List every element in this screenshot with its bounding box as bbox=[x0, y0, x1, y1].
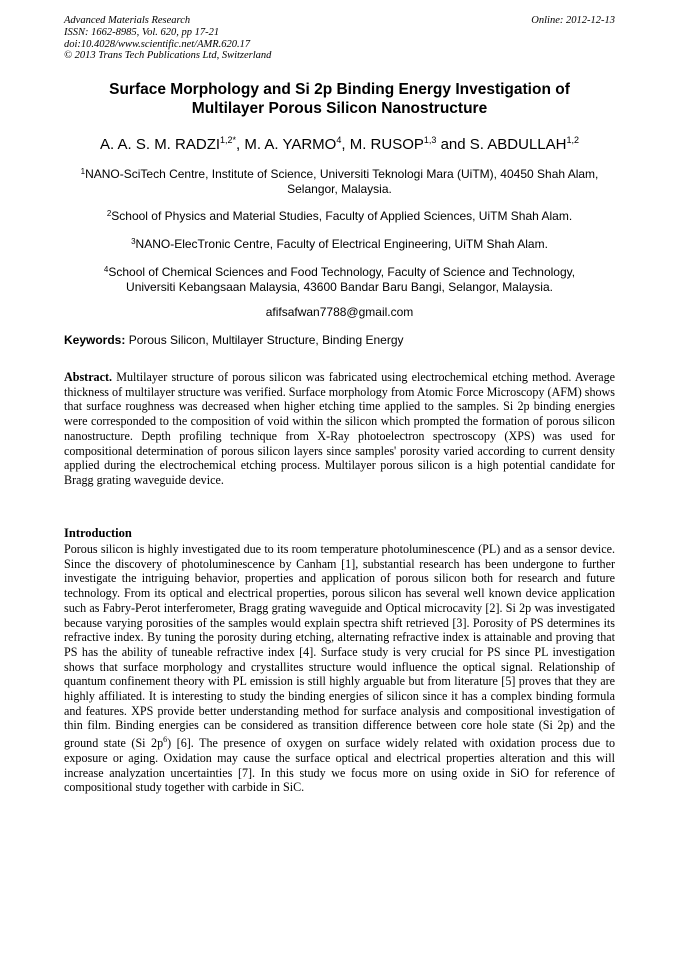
affiliation-text: Selangor, Malaysia. bbox=[287, 182, 392, 196]
affiliation-text: NANO-SciTech Centre, Institute of Science, Universiti Teknologi Mara (UiTM), 40450 Shah Alam, bbox=[85, 167, 599, 181]
abstract bbox=[64, 370, 615, 488]
copyright-line: © 2013 Trans Tech Publications Ltd, Switzerland bbox=[64, 50, 272, 62]
author-4-affil: 1,2 bbox=[566, 135, 579, 145]
affiliation-number: 2 bbox=[106, 209, 112, 218]
affiliation-4 bbox=[64, 262, 615, 295]
title-line-1: Surface Morphology and Si 2p Binding Energy Investigation of bbox=[109, 81, 570, 98]
journal-name: Advanced Materials Research bbox=[64, 15, 191, 26]
doi-line: doi:10.4028/www.scientific.net/AMR.620.17 bbox=[64, 38, 251, 50]
title-line-2: Multilayer Porous Silicon Nanostructure bbox=[191, 100, 488, 117]
affiliation-text: NANO-ElecTronic Centre, Faculty of Electrical Engineering, UiTM Shah Alam. bbox=[135, 237, 548, 251]
author-1: A. A. S. M. RADZI bbox=[100, 136, 221, 153]
intro-text-2: ) [6]. The presence of oxygen on surface widely related with oxidation process due to exposure or aging. Oxidation may cause the surface optical and electrical properties alteration and this will increase analyzation uncertainties [7]. In this study we focus more on using oxide in SiO for reference of compositional study together with carbide in SiC. bbox=[64, 736, 615, 795]
affiliation-text: School of Chemical Sciences and Food Technology, Faculty of Science and Technology, bbox=[108, 265, 576, 279]
section-heading-introduction: Introduction bbox=[64, 526, 132, 540]
issn-line: ISSN: 1662-8985, Vol. 620, pp 17-21 bbox=[64, 26, 220, 38]
author-4: and S. ABDULLAH bbox=[436, 136, 567, 153]
author-1-affil: 1,2* bbox=[220, 135, 237, 145]
intro-superscript: 6 bbox=[163, 735, 168, 745]
author-list bbox=[64, 130, 615, 155]
affiliation-text: School of Physics and Material Studies, Faculty of Applied Sciences, UiTM Shah Alam. bbox=[111, 209, 573, 223]
affiliation-3 bbox=[64, 234, 615, 252]
abstract-label: Abstract. bbox=[64, 370, 113, 384]
affiliation-1 bbox=[64, 164, 615, 197]
author-2-affil: 4 bbox=[336, 135, 342, 145]
author-3-affil: 1,3 bbox=[423, 135, 437, 145]
author-2: , M. A. YARMO bbox=[236, 136, 337, 153]
affiliation-number: 3 bbox=[131, 237, 136, 246]
affiliation-number: 1 bbox=[80, 167, 86, 176]
author-3: , M. RUSOP bbox=[341, 136, 424, 153]
keywords bbox=[64, 333, 615, 347]
affiliation-text: Universiti Kebangsaan Malaysia, 43600 Bandar Baru Bangi, Selangor, Malaysia. bbox=[126, 280, 553, 294]
affiliation-number: 4 bbox=[103, 265, 109, 274]
introduction-body bbox=[64, 542, 615, 795]
journal-header bbox=[64, 15, 615, 62]
keywords-label: Keywords: bbox=[64, 333, 126, 347]
abstract-text: Multilayer structure of porous silicon was fabricated using electrochemical etching method. Average thickness of multilayer structure was verified. Surface morphology from Atomic Force Microscopy (AFM) shows that surface roughness was decreased when higher etching time applied to the samples. Si 2p binding energies were corresponded to the composition of void within the silicon which prompted the formation of porous silicon nanostructure. Depth profiling technique from X-Ray photoelectron spectroscopy (XPS) was used for compositional determination of porous silicon layers since samples' porosity varied according to current density applied during the electrochemical etching process. Multilayer porous silicon is a high potential candidate for Bragg grating waveguide device. bbox=[64, 370, 615, 487]
intro-text-1: Porous silicon is highly investigated due to its room temperature photoluminescence (PL) and as a sensor device. Since the discovery of photoluminescence by Canham [1], substantial research has been undergone to further investigate the intriguing behavior, properties and application of porous silicon both for research and future technology. From its optical and electrical properties, porous silicon has several well known device application such as Fabry-Perot interferometer, Bragg grating waveguide and Optical microcavity [2]. Si 2p was investigated because varying porosities of the samples would explain spectra shift retrieved [3]. Porosity of PS determines its refractive index. By tuning the porosity during etching, alternating refractive index is attainable and proving that PS has the ability of tuneable refractive index [4]. Surface study is very crucial for PS since PL investigation shows that surface morphology and crystallites structure would influence the optical signal. Relationship of quantum confinement theory with PL emission is still highly arguable but from literature [5] proves that they are highly affiliated. It is interesting to study the binding energies of silicon since it has a complex binding formula and features. XPS provide better understanding method for surface analysis and compositional investigation of thin film. Binding energies can be considered as transition difference between core hole state (Si 2p) and the ground state (Si 2p bbox=[64, 542, 615, 751]
keywords-text: Porous Silicon, Multilayer Structure, Binding Energy bbox=[125, 333, 404, 347]
contact-email[interactable]: afifsafwan7788@gmail.com bbox=[265, 305, 414, 319]
affiliation-2 bbox=[64, 206, 615, 224]
paper-title bbox=[64, 80, 615, 118]
online-date: Online: 2012-12-13 bbox=[531, 15, 615, 26]
